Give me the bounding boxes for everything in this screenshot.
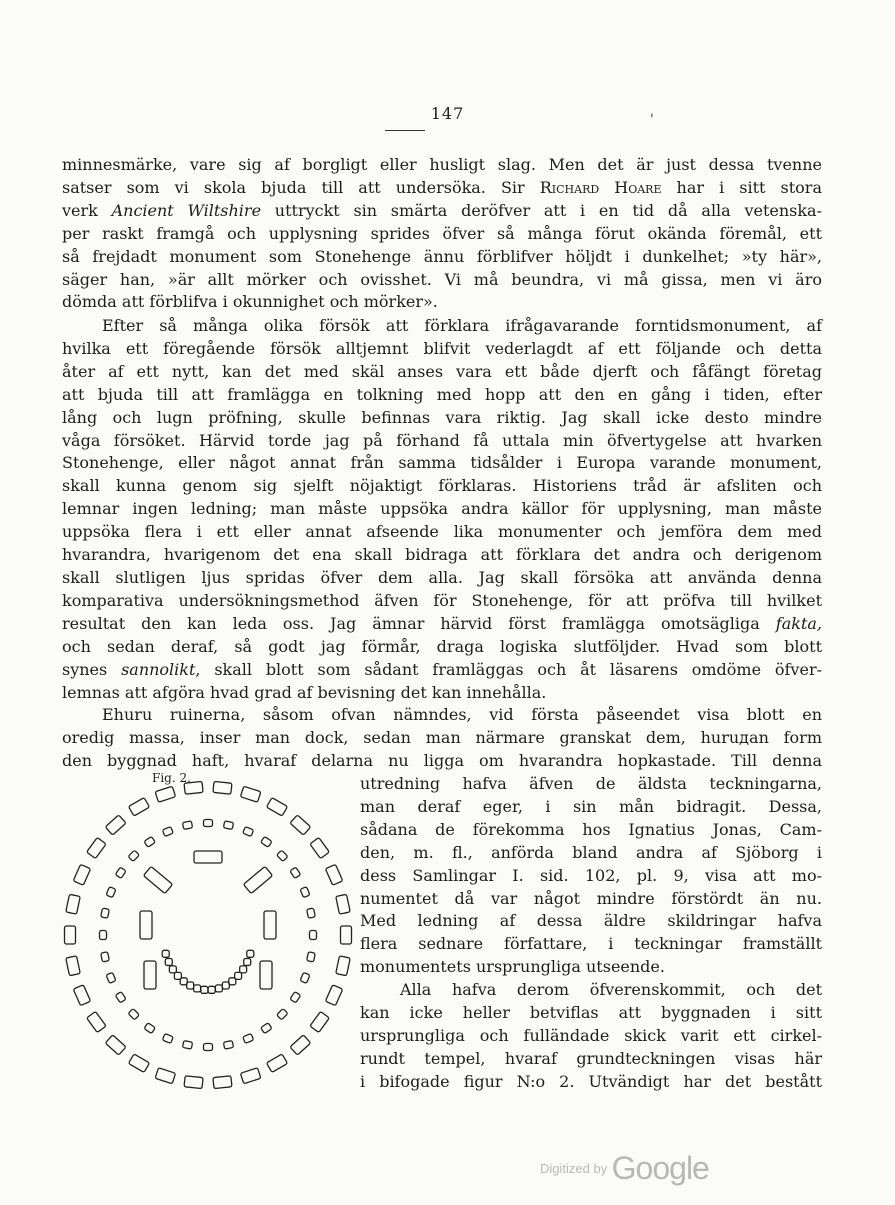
outer-ring-stone	[128, 798, 149, 817]
outer-ring-stone	[155, 1068, 176, 1084]
outer-ring-stone	[266, 798, 287, 817]
text-line: satser som vi skola bjuda till att undersöka. Sir Richard Hoare har i sitt stora	[62, 177, 822, 197]
horseshoe-stone	[201, 986, 208, 993]
inner-ring-stone	[300, 972, 310, 983]
text-line: utredning hafva äfven de äldsta teckningarna,	[360, 774, 822, 793]
outer-ring-stone	[290, 1035, 311, 1055]
inner-ring-stone	[290, 867, 301, 878]
outer-ring-stone	[213, 1076, 232, 1089]
paragraph-3	[62, 704, 822, 773]
text-line: flera sednare författare, i teckningar framställt	[360, 934, 822, 954]
outer-ring-stone	[128, 1054, 149, 1073]
text-line: Ehuru ruinerna, såsom ofvan nämndes, vid första påseendet visa blott en	[102, 705, 822, 724]
text-line: Efter så många olika försök att förklara ifrågavarande forntidsmonument, af	[102, 316, 822, 335]
inner-ring-stone	[204, 820, 213, 827]
text-line: rundt tempel, hvaraf grundteckningen visas här	[360, 1048, 822, 1068]
inner-ring-stone	[101, 908, 110, 918]
figure-caption: Fig. 2.	[152, 771, 191, 785]
inner-ring-stone	[106, 972, 116, 983]
text-line: uppsöka flera i ett eller annat afseende lika monumenter och jemföra dem med	[62, 522, 822, 542]
outer-ring-stone	[240, 1068, 261, 1084]
text-line: dess Samlingar I. sid. 102, pl. 9, visa att mo-	[360, 865, 822, 885]
text-line: monumentets ursprungliga utseende.	[360, 957, 665, 977]
text-line: resultat den kan leda oss. Jag ämnar härvid först framlägga omotsägliga fakta,	[62, 613, 822, 633]
trilithon-stone	[144, 961, 156, 989]
text-line: våga försöket. Härvid torde jag på förhand få uttala min öfvertygelse att hvarken	[62, 430, 822, 450]
text-line: säger han, »är allt mörker och ovisshet. Vi må beundra, vi må gissa, men vi äro	[62, 269, 822, 289]
digitized-by-watermark	[540, 1150, 709, 1187]
outer-ring-stone	[290, 815, 311, 835]
inner-ring-stone	[162, 827, 173, 837]
inner-ring-stone	[243, 1034, 254, 1044]
trilithon-stone	[264, 911, 276, 939]
page-number: 147	[430, 104, 465, 123]
outer-ring-stone	[325, 864, 342, 885]
text-line: att bjuda till att framlägga en tolkning med hopp att den en gång i tiden, efter	[62, 384, 822, 404]
inner-ring-stone	[277, 850, 288, 861]
text-line: numentet då var något mindre förstördt än nu.	[360, 888, 822, 908]
text-line: hvilka ett föregående försök alltjemnt blifvit vederlagdt af ett följande och detta	[62, 338, 822, 358]
outer-ring-stone	[66, 956, 81, 976]
text-line: lång och lugn pröfning, skulle befinnas vara riktig. Jag skall icke desto mindre	[62, 407, 822, 427]
inner-ring-stone	[182, 1041, 192, 1050]
paragraph-3-narrow	[360, 773, 822, 979]
outer-ring-stone	[240, 786, 261, 802]
inner-ring-stone	[261, 1023, 272, 1034]
inner-ring-stone	[307, 952, 316, 962]
text-line: så frejdadt monument som Stonehenge ännu förblifver höljdt i dunkelhet; »ty här»,	[62, 246, 822, 266]
outer-ring-stone	[341, 926, 352, 944]
horseshoe-stone	[240, 966, 247, 973]
outer-ring-stone	[184, 1076, 203, 1089]
outer-ring-stone	[310, 837, 329, 858]
text-line: i bifogade figur N:o 2. Utvändigt har det bestått	[360, 1071, 822, 1091]
text-line: skall slutligen ljus spridas öfver dem alla. Jag skall försöka att använda denna	[62, 567, 822, 587]
inner-ring-stone	[261, 836, 272, 847]
inner-ring-stone	[144, 836, 155, 847]
outer-ring-stone	[184, 781, 203, 794]
stray-mark: '	[650, 112, 654, 128]
inner-ring-stone	[307, 908, 316, 918]
outer-ring-stone	[73, 985, 90, 1006]
page-number-rule	[385, 130, 425, 131]
outer-ring-stone	[66, 894, 81, 914]
emphasis-sannolikt: sannolikt	[121, 659, 196, 679]
horseshoe-stone	[169, 966, 176, 973]
trilithon-stone	[243, 866, 272, 893]
outer-ring-stone	[87, 1011, 106, 1032]
text-line: man deraf eger, i sin mån bidragit. Dessa,	[360, 796, 822, 816]
text-line: Alla hafva derom öfverenskommit, och det	[400, 980, 822, 999]
inner-ring-stone	[115, 992, 126, 1003]
inner-ring-stone	[100, 931, 107, 940]
text-line: dömda att förblifva i okunnighet och mörker».	[62, 292, 438, 312]
inner-ring-stone	[128, 850, 139, 861]
inner-ring-stone	[106, 887, 116, 898]
text-line: verk Ancient Wiltshire uttryckt sin smärta deröfver att i en tid då alla vetenska-	[62, 200, 823, 220]
outer-ring-stone	[155, 786, 176, 802]
horseshoe-stone	[208, 986, 215, 993]
text-line: minnesmärke, vare sig af borgligt eller husligt slag. Men det är just dessa tvenne	[62, 155, 822, 174]
stonehenge-plan-figure	[58, 775, 358, 1095]
text-line: ursprungliga och fulländade skick varit ett cirkel-	[360, 1025, 822, 1045]
outer-ring-stone	[65, 926, 76, 944]
digitized-by-text: Digitized by	[540, 1161, 608, 1176]
inner-ring-stone	[182, 821, 192, 830]
trilithon-stone	[143, 866, 172, 893]
text-line: sådana de förekomma hos Ignatius Jonas, Cam-	[360, 819, 822, 839]
text-line: den byggnad haft, hvaraf delarna nu ligga om hvarandra hopkastade. Till denna	[62, 750, 822, 770]
author-name: Richard Hoare	[539, 177, 662, 197]
outer-ring-stone	[87, 837, 106, 858]
outer-ring-stone	[105, 815, 126, 835]
text-line: lemnar ingen ledning; man måste uppsöka andra källor för upplysning, man måste	[62, 499, 822, 519]
horseshoe-stone	[194, 985, 201, 992]
outer-ring-stone	[325, 985, 342, 1006]
text-line: oredig massa, inser man dock, sedan man närmare granskat dem, huruдan form	[62, 727, 822, 747]
emphasis-fakta: fakta,	[775, 613, 822, 633]
inner-ring-stone	[115, 867, 126, 878]
trilithon-stone	[140, 911, 152, 939]
horseshoe-stone	[244, 958, 251, 965]
inner-ring-stone	[290, 992, 301, 1003]
text-line: kan icke heller betviflas att byggnaden i sitt	[360, 1002, 822, 1022]
inner-ring-stone	[277, 1009, 288, 1020]
trilithon-stone	[194, 851, 222, 863]
text-line: Stonehenge, eller något annat från samma tidsålder i Europa varande monument,	[62, 453, 822, 473]
inner-ring-stone	[223, 1041, 233, 1050]
text-line: åter af ett nytt, kan det med skäl anses vara ett både djerft och fåfängt företag	[62, 361, 822, 381]
text-line: per raskt framgå och upplysning sprides öfver så många förut okända föremål, ett	[62, 223, 822, 243]
outer-ring-stone	[310, 1011, 329, 1032]
outer-ring-stone	[336, 894, 351, 914]
horseshoe-stone	[165, 958, 172, 965]
inner-ring-stone	[243, 827, 254, 837]
horseshoe-stone	[215, 985, 222, 992]
outer-ring-stone	[73, 864, 90, 885]
outer-ring-stone	[336, 956, 351, 976]
text-line: den, m. fl., anförda bland andra af Sjöborg i	[360, 842, 822, 862]
inner-ring-stone	[162, 1034, 173, 1044]
text-line: och sedan deraf, så godt jag förmår, draga logiska slutföljder. Hvad som blott	[62, 636, 822, 656]
work-title: Ancient Wiltshire	[111, 200, 262, 220]
paragraph-4	[360, 979, 822, 1094]
inner-ring-stone	[310, 931, 317, 940]
text-line: komparativa undersökningsmethod äfven för Stonehenge, för att pröfva till hvilket	[62, 590, 822, 610]
text-line: lemnas att afgöra hvad grad af bevisning det kan innehålla.	[62, 682, 547, 702]
inner-ring-stone	[128, 1009, 139, 1020]
text-line: skall kunna genom sig sjelft nöjaktigt förklaras. Historiens tråd är afsliten och	[62, 476, 822, 496]
paragraph-2	[62, 315, 822, 704]
outer-ring-stone	[213, 781, 232, 794]
horseshoe-stone	[162, 950, 169, 957]
inner-ring-stone	[300, 887, 310, 898]
google-logo: Google	[611, 1150, 709, 1186]
outer-ring-stone	[266, 1054, 287, 1073]
paragraph-1	[62, 154, 822, 314]
inner-ring-stone	[144, 1023, 155, 1034]
horseshoe-stone	[247, 950, 254, 957]
inner-ring-stone	[101, 952, 110, 962]
inner-ring-stone	[223, 821, 233, 830]
trilithon-stone	[260, 961, 272, 989]
text-line: Med ledning af dessa äldre skildringar hafva	[360, 911, 822, 931]
text-line: synes sannolikt, skall blott som sådant framläggas och åt läsarens omdöme öfver-	[62, 659, 822, 679]
outer-ring-stone	[105, 1035, 126, 1055]
text-line: hvarandra, hvarigenom det ena skall bidraga att förklara det andra och derigenom	[62, 545, 822, 565]
inner-ring-stone	[204, 1044, 213, 1051]
